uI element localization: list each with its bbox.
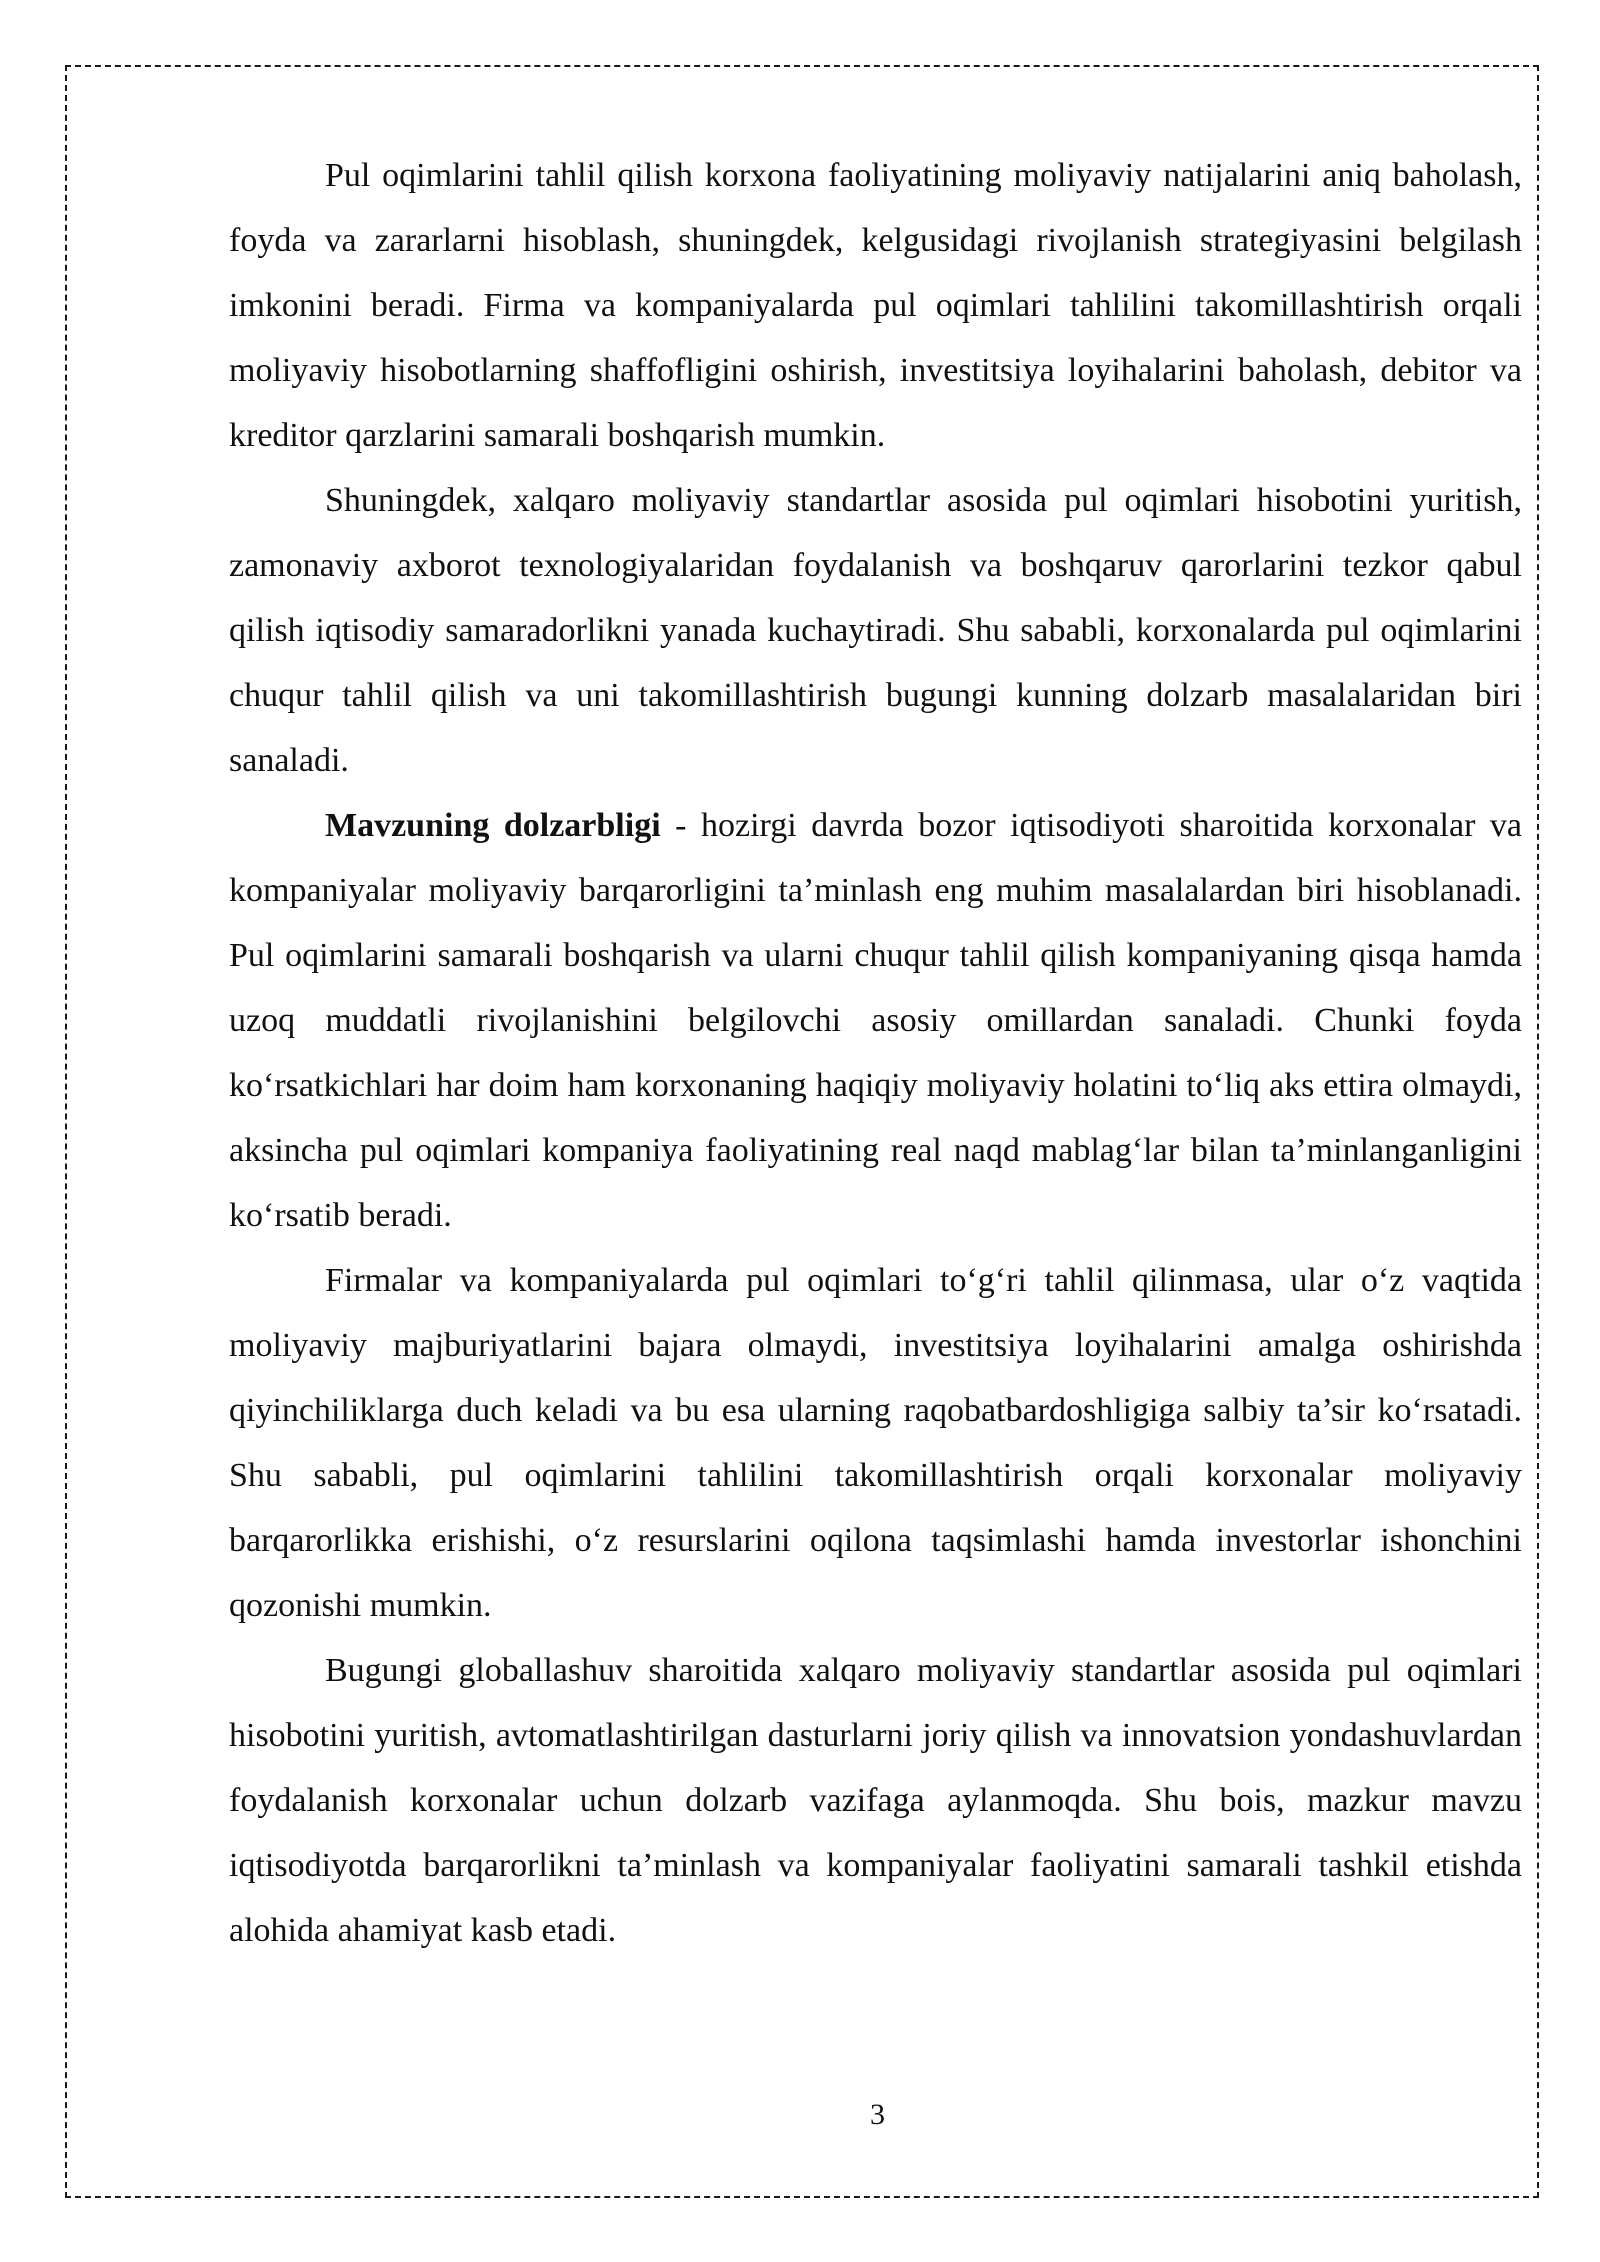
- paragraph-4: [229, 1248, 1522, 1638]
- paragraph-text: - hozirgi davrda bozor iqtisodiyoti sharoitida korxonalar va kompaniyalar moliyaviy barqarorligini ta’minlash eng muhim masalalardan biri hisoblanadi. Pul oqimlarini samarali boshqarish va ularni chuqur tahlil qilish kompaniyaning qisqa hamda uzoq muddatli rivojlanishini belgilovchi asosiy omillardan sanaladi. Chunki foyda ko‘rsatkichlari har doim ham korxonaning haqiqiy moliyaviy holatini to‘liq aks ettira olmaydi, aksincha pul oqimlari kompaniya faoliyatining real naqd mablag‘lar bilan ta’minlanganligini ko‘rsatib beradi.: [229, 807, 1523, 1234]
- paragraph-2: [229, 468, 1522, 793]
- page-number: 3: [870, 2098, 885, 2131]
- paragraph-text: Bugungi globallashuv sharoitida xalqaro moliyaviy standartlar asosida pul oqimlari hisobotini yuritish, avtomatlashtirilgan dasturlarni joriy qilish va innovatsion yondashuvlardan foydalanish korxonalar uchun dolzarb vazifaga aylanmoqda. Shu bois, mazkur mavzu iqtisodiyotda barqarorlikni ta’minlash va kompaniyalar faoliyatini samarali tashkil etishda alohida ahamiyat kasb etadi.: [229, 1652, 1522, 1949]
- paragraph-lead-topic-relevance: Mavzuning dolzarbligi: [325, 807, 661, 844]
- paragraph-text: Shuningdek, xalqaro moliyaviy standartlar asosida pul oqimlari hisobotini yuritish, zamonaviy axborot texnologiyalaridan foydalanish va boshqaruv qarorlarini tezkor qabul qilish iqtisodiy samaradorlikni yanada kuchaytiradi. Shu sababli, korxonalarda pul oqimlarini chuqur tahlil qilish va uni takomillashtirish bugungi kunning dolzarb masalalaridan biri sanaladi.: [229, 482, 1522, 779]
- paragraph-5: [229, 1638, 1522, 1963]
- paragraph-text: Pul oqimlarini tahlil qilish korxona faoliyatining moliyaviy natijalarini aniq baholash, foyda va zararlarni hisoblash, shuningdek, kelgusidagi rivojlanish strategiyasini belgilash imkonini beradi. Firma va kompaniyalarda pul oqimlari tahlilini takomillashtirish orqali moliyaviy hisobotlarning shaffofligini oshirish, investitsiya loyihalarini baholash, debitor va kreditor qarzlarini samarali boshqarish mumkin.: [229, 157, 1522, 454]
- document-body: [229, 143, 1522, 1963]
- paragraph-1: [229, 143, 1522, 468]
- paragraph-3: [229, 793, 1522, 1248]
- paragraph-text: Firmalar va kompaniyalarda pul oqimlari to‘g‘ri tahlil qilinmasa, ular o‘z vaqtida moliyaviy majburiyatlarini bajara olmaydi, investitsiya loyihalarini amalga oshirishda qiyinchiliklarga duch keladi va bu esa ularning raqobatbardoshligiga salbiy ta’sir ko‘rsatadi. Shu sababli, pul oqimlarini tahlilini takomillashtirish orqali korxonalar moliyaviy barqarorlikka erishishi, o‘z resurslarini oqilona taqsimlashi hamda investorlar ishonchini qozonishi mumkin.: [229, 1262, 1522, 1624]
